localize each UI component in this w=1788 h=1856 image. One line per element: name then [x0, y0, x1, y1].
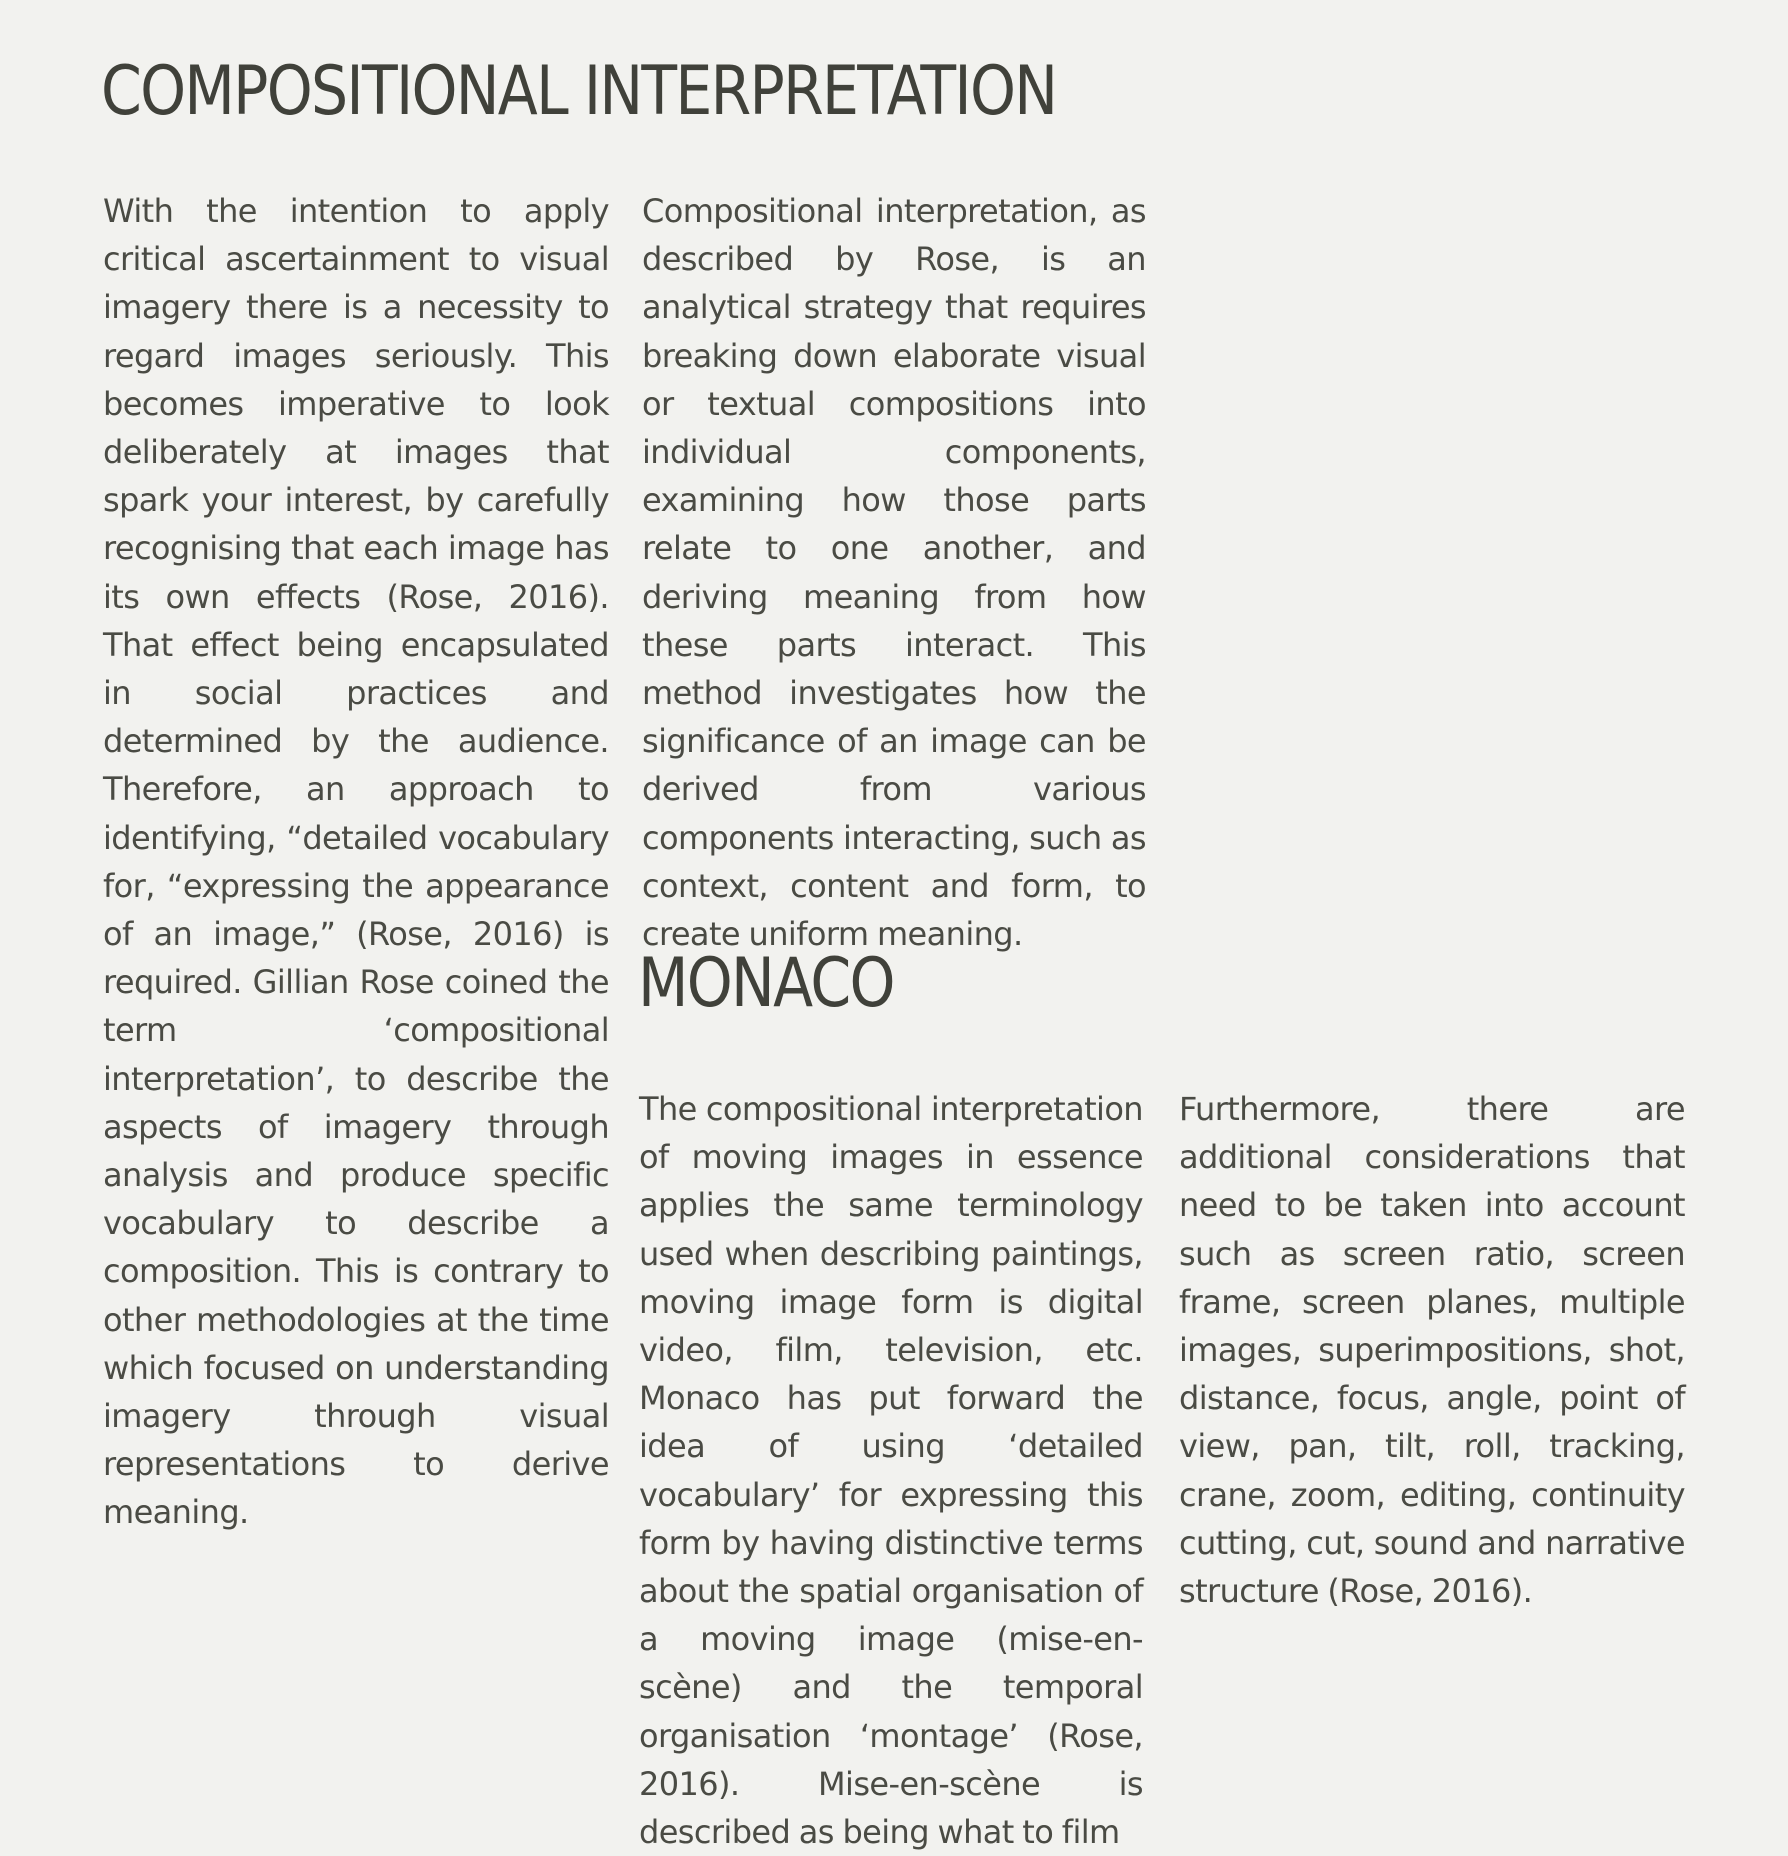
monaco-paragraph-2: Furthermore, there are additional considerations that need to be taken into account such as screen ratio, screen frame, screen planes, multiple images, superimpositions, shot, distance, focus, angle, point of view, pan, tilt, roll, tracking, crane, zoom, editing, continuity cutting, cut, sound and narrative structure (Rose, 2016).: [1179, 1090, 1685, 1611]
definition-paragraph: Compositional interpretation, as described by Rose, is an analytical strategy that requires breaking down elaborate visual or textual compositions into individual components, examining how those parts relate to one another, and deriving meaning from how these parts interact. This method investigates how the significance of an image can be derived from various components interacting, such as context, content and form, to create uniform meaning.: [642, 192, 1146, 954]
monaco-paragraph-1: The compositional interpretation of moving images in essence applies the same terminology used when describing paintings, moving image form is digital video, film, television, etc. Monaco has put forward the idea of using ‘detailed vocabulary’ for expressing this form by having distinctive terms about the spatial organisation of a moving image (mise-en-scène) and the temporal organisation ‘montage’ (Rose, 2016). Mise-en-scène is described as being what to film: [639, 1090, 1143, 1852]
intro-paragraph: With the intention to apply critical ascertainment to visual imagery there is a necessity to regard images seriously. This becomes imperative to look deliberately at images that spark your interest, by carefully recognising that each image has its own effects (Rose, 2016). That effect being encapsulated in social practices and determined by the audience. Therefore, an approach to identifying, “detailed vocabulary for, “expressing the appearance of an image,” (Rose, 2016) is required. Gillian Rose coined the term ‘compositional interpretation’, to describe the aspects of imagery through analysis and produce specific vocabulary to describe a composition. This is contrary to other methodologies at the time which focused on understanding imagery through visual representations to derive meaning.: [103, 192, 609, 1532]
section-title: MONACO: [638, 944, 894, 1023]
page-title: COMPOSITIONAL INTERPRETATION: [101, 52, 1057, 131]
